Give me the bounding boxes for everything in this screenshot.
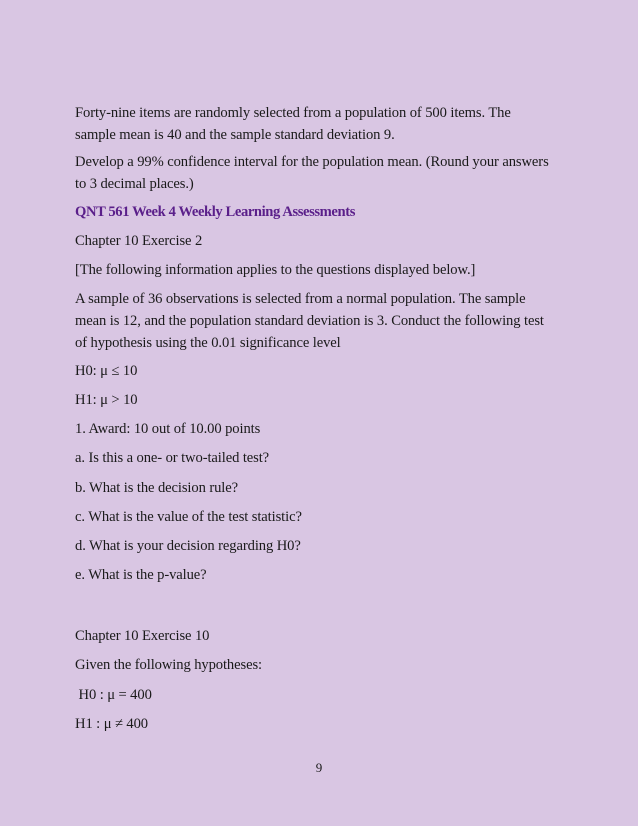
award-text: 1. Award: 10 out of 10.00 points	[75, 421, 261, 437]
hypothesis-null: H0: μ ≤ 10	[75, 363, 138, 379]
hypothesis-alt: H1 : μ ≠ 400	[75, 716, 149, 732]
chapter-title: Chapter 10 Exercise 10	[75, 628, 210, 644]
paragraph-line: to 3 decimal places.)	[75, 176, 194, 192]
paragraph-line: A sample of 36 observations is selected from a normal population. The sample	[75, 291, 526, 307]
paragraph-line: of hypothesis using the 0.01 significance level	[75, 335, 341, 351]
chapter-title: Chapter 10 Exercise 2	[75, 233, 203, 249]
hypothesis-null: H0 : μ = 400	[75, 687, 152, 703]
paragraph-line: sample mean is 40 and the sample standard deviation 9.	[75, 127, 395, 143]
question-d: d. What is your decision regarding H0?	[75, 538, 301, 554]
question-e: e. What is the p-value?	[75, 567, 207, 583]
paragraph-line: Given the following hypotheses:	[75, 657, 262, 673]
question-c: c. What is the value of the test statistic?	[75, 509, 302, 525]
question-b: b. What is the decision rule?	[75, 480, 238, 496]
paragraph-line: Forty-nine items are randomly selected from a population of 500 items. The	[75, 105, 511, 121]
paragraph-line: Develop a 99% confidence interval for the population mean. (Round your answers	[75, 154, 549, 170]
paragraph-line: mean is 12, and the population standard deviation is 3. Conduct the following test	[75, 313, 544, 329]
note-text: [The following information applies to the questions displayed below.]	[75, 262, 476, 278]
page-number: 9	[315, 760, 323, 775]
section-heading: QNT 561 Week 4 Weekly Learning Assessments	[75, 204, 355, 220]
question-a: a. Is this a one- or two-tailed test?	[75, 450, 270, 466]
hypothesis-alt: H1: μ > 10	[75, 392, 138, 408]
